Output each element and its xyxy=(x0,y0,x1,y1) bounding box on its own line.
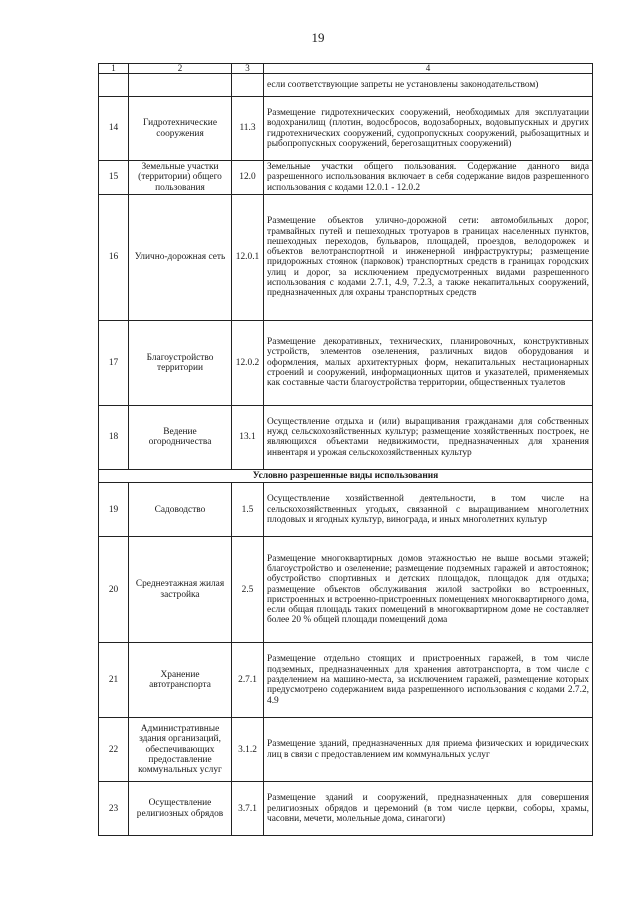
table-row xyxy=(99,97,593,161)
row-description: Земельные участки общего пользования. Содержание данного вида разрешенного использования включает в себя содержание видов разрешенного использования с кодами 12.0.1 - 12.0.2 xyxy=(264,161,593,195)
row-name: Осуществление религиозных обрядов xyxy=(129,782,232,836)
table-row xyxy=(99,320,593,405)
table-row xyxy=(99,782,593,836)
row-number: 22 xyxy=(99,718,129,782)
row-description: Размещение объектов улично-дорожной сети: автомобильных дорог, трамвайных путей и пешеходных тротуаров в границах населенных пунктов, пешеходных переходов, бульваров, площадей, проездов, велодорожек и объектов велотранспортной и инженерной инфраструктуры; размещение придорожных стоянок (парковок) транспортных средств в границах городских улиц и дорог, за исключением предусмотренных видами разрешенного использования с кодами 2.7.1, 4.9, 7.2.3, а также некапитальных сооружений, предназначенных для охраны транспортных средств xyxy=(264,194,593,320)
row-code: 12.0.1 xyxy=(232,194,264,320)
row-description: Размещение отдельно стоящих и пристроенных гаражей, в том числе подземных, предназначенных для хранения автотранспорта, в том числе с разделением на машино-места, за исключением гаражей, размещение которых предусмотрено содержанием вида разрешенного использования с кодами 2.7.2, 4.9 xyxy=(264,643,593,718)
row-name: Благоустройство территории xyxy=(129,320,232,405)
row-name: Земельные участки (территории) общего пользования xyxy=(129,161,232,195)
row-code: 13.1 xyxy=(232,405,264,469)
table-row xyxy=(99,194,593,320)
row-number: 14 xyxy=(99,97,129,161)
section-title: Условно разрешенные виды использования xyxy=(99,469,593,482)
row-name: Гидротехнические сооружения xyxy=(129,97,232,161)
row-name: Административные здания организаций, обеспечивающих предоставление коммунальных услуг xyxy=(129,718,232,782)
row-name: Среднеэтажная жилая застройка xyxy=(129,537,232,643)
row-number: 21 xyxy=(99,643,129,718)
table-row xyxy=(99,483,593,537)
row-code: 1.5 xyxy=(232,483,264,537)
row-number: 20 xyxy=(99,537,129,643)
row-number: 17 xyxy=(99,320,129,405)
land-use-table xyxy=(98,63,593,836)
continuation-text: если соответствующие запреты не установлены законодательством) xyxy=(264,74,593,97)
row-description: Размещение декоративных, технических, планировочных, конструктивных устройств, элементов озеленения, различных видов оборудования и оформления, малых архитектурных форм, некапитальных нестационарных строений и сооружений, информационных щитов и указателей, применяемых как составные части благоустройства территории, общественных туалетов xyxy=(264,320,593,405)
row-number: 23 xyxy=(99,782,129,836)
row-name: Хранение автотранспорта xyxy=(129,643,232,718)
header-cell: 2 xyxy=(129,64,232,74)
header-cell: 1 xyxy=(99,64,129,74)
table-header-row xyxy=(99,64,593,74)
row-number: 19 xyxy=(99,483,129,537)
row-description: Осуществление хозяйственной деятельности, в том числе на сельскохозяйственных угодьях, связанной с выращиванием многолетних плодовых и ягодных культур, винограда, и иных многолетних культур xyxy=(264,483,593,537)
row-code: 2.5 xyxy=(232,537,264,643)
page-number: 19 xyxy=(311,30,325,45)
continuation-row xyxy=(99,74,593,97)
row-description: Размещение гидротехнических сооружений, необходимых для эксплуатации водохранилищ (плотин, водосбросов, водозаборных, водовыпускных и других гидротехнических сооружений, судопропускных сооружений, рыбозащитных и рыбопропускных сооружений, берегозащитных сооружений) xyxy=(264,97,593,161)
row-code: 11.3 xyxy=(232,97,264,161)
row-description: Осуществление отдыха и (или) выращивания гражданами для собственных нужд сельскохозяйственных культур; размещение хозяйственных построек, не являющихся объектами недвижимости, предназначенных для хранения инвентаря и урожая сельскохозяйственных культур xyxy=(264,405,593,469)
row-code: 3.7.1 xyxy=(232,782,264,836)
row-code: 2.7.1 xyxy=(232,643,264,718)
table-row xyxy=(99,537,593,643)
row-description: Размещение зданий, предназначенных для приема физических и юридических лиц в связи с предоставлением им коммунальных услуг xyxy=(264,718,593,782)
row-name: Ведение огородничества xyxy=(129,405,232,469)
table-row xyxy=(99,405,593,469)
row-code: 12.0.2 xyxy=(232,320,264,405)
header-cell: 4 xyxy=(264,64,593,74)
table-row xyxy=(99,643,593,718)
table-row xyxy=(99,161,593,195)
row-description: Размещение многоквартирных домов этажностью не выше восьми этажей; благоустройство и озеленение; размещение подземных гаражей и автостоянок; обустройство спортивных и детских площадок, площадок для отдыха; размещение объектов обслуживания жилой застройки во встроенных, пристроенных и встроенно-пристроенных помещениях многоквартирного дома, если общая площадь таких помещений в многоквартирном доме не составляет более 20 % общей площади помещений дома xyxy=(264,537,593,643)
row-code: 12.0 xyxy=(232,161,264,195)
row-number: 16 xyxy=(99,194,129,320)
row-name: Садоводство xyxy=(129,483,232,537)
row-code: 3.1.2 xyxy=(232,718,264,782)
section-heading-row xyxy=(99,469,593,482)
row-number: 18 xyxy=(99,405,129,469)
header-cell: 3 xyxy=(232,64,264,74)
row-name: Улично-дорожная сеть xyxy=(129,194,232,320)
table-row xyxy=(99,718,593,782)
row-description: Размещение зданий и сооружений, предназначенных для совершения религиозных обрядов и церемоний (в том числе церкви, соборы, храмы, часовни, мечети, молельные дома, синагоги) xyxy=(264,782,593,836)
row-number: 15 xyxy=(99,161,129,195)
